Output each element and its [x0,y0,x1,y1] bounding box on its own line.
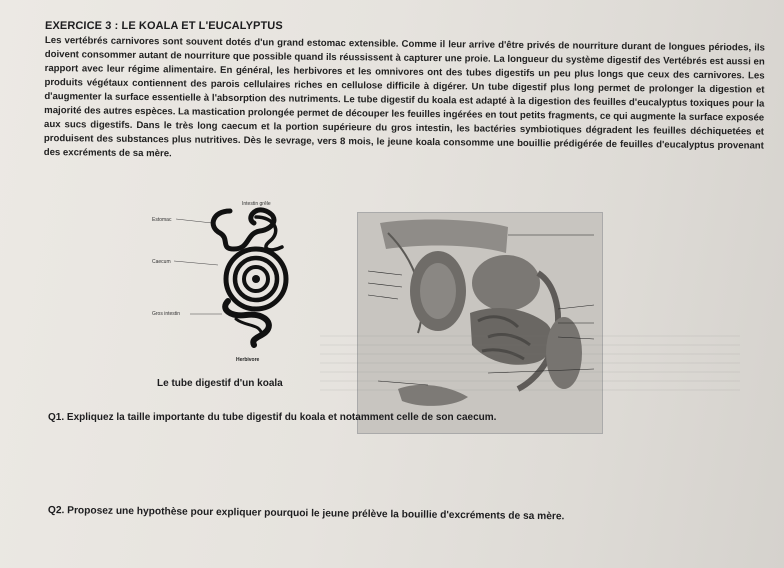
faint-background-text [320,335,740,395]
exercise-title: EXERCICE 3 : LE KOALA ET L'EUCALYPTUS [44,20,283,32]
digestive-tube-drawing [150,197,310,367]
label-caecum: Caecum [152,259,171,265]
koala-digestive-diagram [150,197,310,367]
figure-caption: Le tube digestif d'un koala [157,378,283,389]
intro-paragraph: Les vertébrés carnivores sont souvent dotés d'un grand estomac extensible. Comme il leur arrive d'être privés de nourriture durant de longues périodes, ils doivent consommer autant de nourriture que possible quand ils réussissent à capturer une proie. La longueur du système digestif des Vertébrés est aussi en rapport avec leur régime alimentaire. En général, les herbivores et les omnivores ont des tubes digestifs un peu plus longs que ceux des carnivores. Les produits végétaux contiennent des parois cellulaires riches en cellulose difficile à digérer. Un tube digestif plus long permet de prolonger la digestion et d'augmenter la surface essentielle à l'absorption des nutriments. Le tube digestif du koala est adapté à la digestion des feuilles d'eucalyptus toxiques pour la majorité des autres espèces. La mastication prolongée permet de découper les feuilles ingérées en tout petits fragments, ce qui augmente la surface exposée aux sucs digestifs. Dans le très long caecum et la portion supérieure du gros intestin, les bactéries symbiotiques dégradent les feuilles déchiquetées et produisent des substances plus nutritives. Dès le sevrage, vers 8 mois, le jeune koala consomme une bouillie prédigérée de feuilles d'eucalyptus provenant des excréments de sa mère. [43,34,765,160]
label-gros-intestin: Gros intestin [152,311,181,317]
label-herbivore: Herbivore [236,357,260,363]
question-2: Q2. Proposez une hypothèse pour expliquer pourquoi le jeune prélève la bouillie d'excréments de sa mère. [47,505,565,523]
question-1: Q1. Expliquez la taille importante du tube digestif du koala et notamment celle de son caecum. [48,412,497,423]
koala-anatomy-photo [357,212,603,434]
label-estomac: Estomac [152,217,172,223]
anatomy-illustration [358,213,602,433]
label-intestin-grele: Intestin grêle [242,201,271,207]
